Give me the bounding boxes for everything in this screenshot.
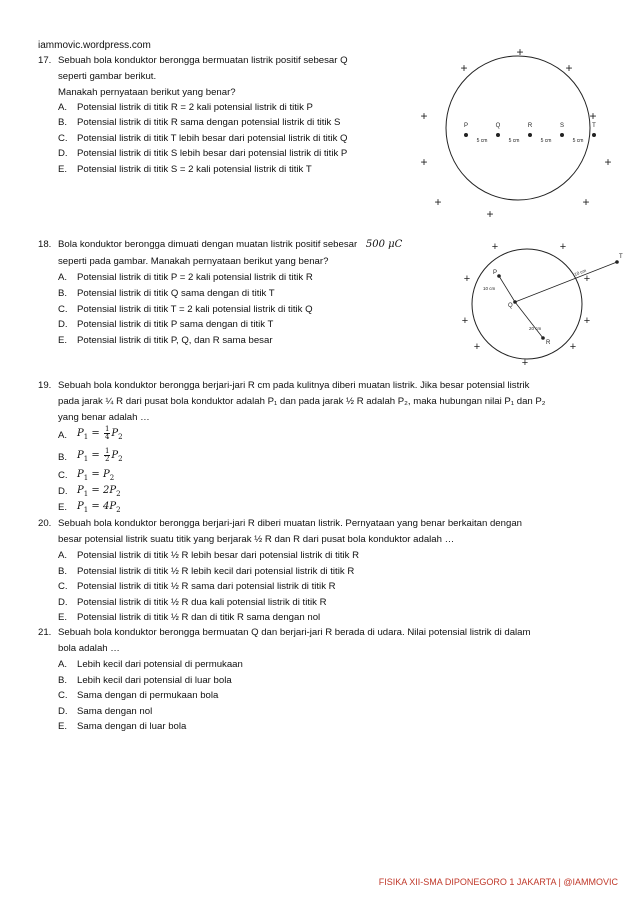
point-q-dot: [496, 133, 500, 137]
header-site: iammovic.wordpress.com: [38, 40, 151, 51]
option-label: C.: [58, 470, 68, 481]
point-label-r: R: [527, 123, 533, 129]
option-text: Potensial listrik di titik R sama dengan potensial listrik di titik S: [77, 117, 341, 128]
option-label: E.: [58, 721, 68, 732]
option-equation: $P_1$ = $\frac{1}{2}$ $P_2$: [77, 447, 123, 463]
charge-plus: +: [516, 45, 524, 59]
point-t-dot: [615, 260, 619, 264]
charge-plus: +: [589, 109, 597, 123]
option-equation: $P_1$ = $\frac{1}{4}$ $P_2$: [77, 425, 123, 441]
option-text: Potensial listrik di titik ½ R dan di titik R sama dengan nol: [77, 612, 321, 623]
option-label: D.: [58, 148, 68, 159]
option-label: D.: [58, 597, 68, 608]
option-text: Potensial listrik di titik T = 2 kali potensial listrik di titik Q: [77, 304, 313, 315]
option-label: E.: [58, 502, 68, 513]
point-label-p: P: [463, 123, 469, 129]
point-label-p: P: [493, 270, 498, 276]
distance-label: 5 cm: [508, 138, 520, 144]
point-t-dot: [592, 133, 596, 137]
question-text: Sebuah bola konduktor berongga berjari-jari R diberi muatan listrik. Pernyataan yang benar berkaitan dengan: [58, 518, 522, 529]
option-text: Potensial listrik di titik ½ R dua kali potensial listrik di titik R: [77, 597, 327, 608]
option-label: A.: [58, 659, 68, 670]
point-r-dot: [528, 133, 532, 137]
option-label: C.: [58, 581, 68, 592]
point-q-dot: [513, 300, 517, 304]
option-equation: $P_1 = P_2$: [77, 469, 115, 482]
option-label: E.: [58, 164, 68, 175]
point-p-dot: [497, 274, 501, 278]
option-text: Sama dengan di permukaan bola: [77, 690, 219, 701]
charge-plus: +: [559, 241, 567, 253]
t-line: [515, 262, 617, 302]
charge-plus: +: [583, 273, 591, 285]
question-text: Manakah pernyataan berikut yang benar?: [58, 87, 236, 98]
charge-plus: +: [420, 109, 428, 123]
sphere-outline: [472, 249, 582, 359]
question-text: seperti gambar berikut.: [58, 71, 157, 82]
point-label-s: S: [559, 123, 565, 129]
charge-plus: +: [565, 61, 573, 75]
option-label: D.: [58, 486, 68, 497]
option-label: B.: [58, 117, 68, 128]
question-text: [58, 239, 402, 250]
charge-plus: +: [569, 341, 577, 353]
question-text: Sebuah bola konduktor berongga berjari-jari R cm pada kulitnya diberi muatan listrik. Jika besar potensial listrik: [58, 380, 530, 391]
charge-plus: +: [604, 155, 612, 169]
charge-plus: +: [582, 195, 590, 209]
question-number: 20.: [38, 518, 52, 529]
point-r-dot: [541, 336, 545, 340]
distance-label: 5 cm: [476, 138, 488, 144]
option-text: Potensial listrik di titik P, Q, dan R sama besar: [77, 335, 273, 346]
option-text: Potensial listrik di titik Q sama dengan di titik T: [77, 288, 275, 299]
point-s-dot: [560, 133, 564, 137]
option-text: Potensial listrik di titik P sama dengan di titik T: [77, 319, 274, 330]
footer: FISIKA XII-SMA DIPONEGORO 1 JAKARTA | @IAMMOVIC: [378, 877, 618, 887]
option-text: Lebih kecil dari potensial di luar bola: [77, 675, 232, 686]
option-label: B.: [58, 566, 68, 577]
option-text: Lebih kecil dari potensial di permukaan: [77, 659, 243, 670]
charge-plus: +: [491, 241, 499, 253]
question-text: bola adalah …: [58, 643, 120, 654]
distance-label: 20 cm: [529, 326, 542, 331]
option-text: Potensial listrik di titik P = 2 kali potensial listrik di titik R: [77, 272, 313, 283]
option-text: Potensial listrik di titik ½ R sama dari potensial listrik di titik R: [77, 581, 336, 592]
charge-plus: +: [473, 341, 481, 353]
point-label-t: T: [592, 123, 596, 129]
question-text: yang benar adalah …: [58, 412, 150, 423]
point-label-q: Q: [495, 123, 501, 129]
charge-plus: +: [463, 273, 471, 285]
option-label: D.: [58, 319, 68, 330]
distance-label: 5 cm: [540, 138, 552, 144]
distance-label: 10 cm: [483, 286, 496, 291]
option-label: A.: [58, 102, 68, 113]
charge-value: 500 μC: [365, 239, 403, 250]
question-text: pada jarak ¼ R dari pusat bola konduktor adalah P₁ dan pada jarak ½ R adalah P₂, maka hubungan nilai P₁ dan P₂: [58, 396, 546, 407]
option-text: Potensial listrik di titik ½ R lebih besar dari potensial listrik di titik R: [77, 550, 360, 561]
charge-plus: +: [420, 155, 428, 169]
option-label: E.: [58, 335, 68, 346]
charge-plus: +: [461, 315, 469, 327]
option-text: Sama dengan di luar bola: [77, 721, 187, 732]
question-number: 17.: [38, 55, 52, 66]
question-number: 19.: [38, 380, 52, 391]
sphere-diagram-18: [455, 240, 625, 370]
question-text: Sebuah bola konduktor berongga bermuatan Q dan berjari-jari R berada di udara. Nilai potensial listrik di dalam: [58, 627, 531, 638]
option-text: Sama dengan nol: [77, 706, 153, 717]
option-equation: $P_1 = 2P_2$: [77, 485, 121, 498]
option-label: B.: [58, 288, 68, 299]
option-label: C.: [58, 690, 68, 701]
option-equation: $P_1 = 4P_2$: [77, 501, 121, 514]
option-text: Potensial listrik di titik R = 2 kali potensial listrik di titik P: [77, 102, 313, 113]
option-label: A.: [58, 430, 68, 441]
question-text-part: Bola konduktor berongga dimuati dengan muatan listrik positif sebesar: [58, 239, 358, 250]
point-label-r: R: [546, 340, 551, 346]
question-text: besar potensial listrik suatu titik yang berjarak ½ R dan R dari pusat bola konduktor adalah …: [58, 534, 455, 545]
sphere-diagram-17: [418, 40, 618, 220]
charge-plus: +: [583, 315, 591, 327]
option-text: Potensial listrik di titik ½ R lebih kecil dari potensial listrik di titik R: [77, 566, 355, 577]
charge-plus: +: [521, 357, 529, 369]
charge-plus: +: [486, 207, 494, 220]
option-label: D.: [58, 706, 68, 717]
option-label: E.: [58, 612, 68, 623]
question-text: seperti pada gambar. Manakah pernyataan berikut yang benar?: [58, 256, 329, 267]
option-text: Potensial listrik di titik T lebih besar dari potensial listrik di titik Q: [77, 133, 348, 144]
option-label: A.: [58, 272, 68, 283]
point-p-dot: [464, 133, 468, 137]
point-label-t: T: [619, 254, 623, 260]
charge-plus: +: [434, 195, 442, 209]
option-label: A.: [58, 550, 68, 561]
question-number: 21.: [38, 627, 52, 638]
option-label: B.: [58, 452, 68, 463]
charge-plus: +: [460, 61, 468, 75]
option-label: C.: [58, 304, 68, 315]
distance-label: 10 cm: [573, 267, 587, 277]
option-text: Potensial listrik di titik S lebih besar dari potensial listrik di titik P: [77, 148, 348, 159]
option-label: B.: [58, 675, 68, 686]
p-line: [499, 276, 515, 302]
option-text: Potensial listrik di titik S = 2 kali potensial listrik di titik T: [77, 164, 312, 175]
question-number: 18.: [38, 239, 52, 250]
point-label-q: Q: [508, 303, 513, 309]
option-label: C.: [58, 133, 68, 144]
radius-line: [515, 302, 543, 338]
question-text: Sebuah bola konduktor berongga bermuatan listrik positif sebesar Q: [58, 55, 348, 66]
distance-label: 5 cm: [572, 138, 584, 144]
